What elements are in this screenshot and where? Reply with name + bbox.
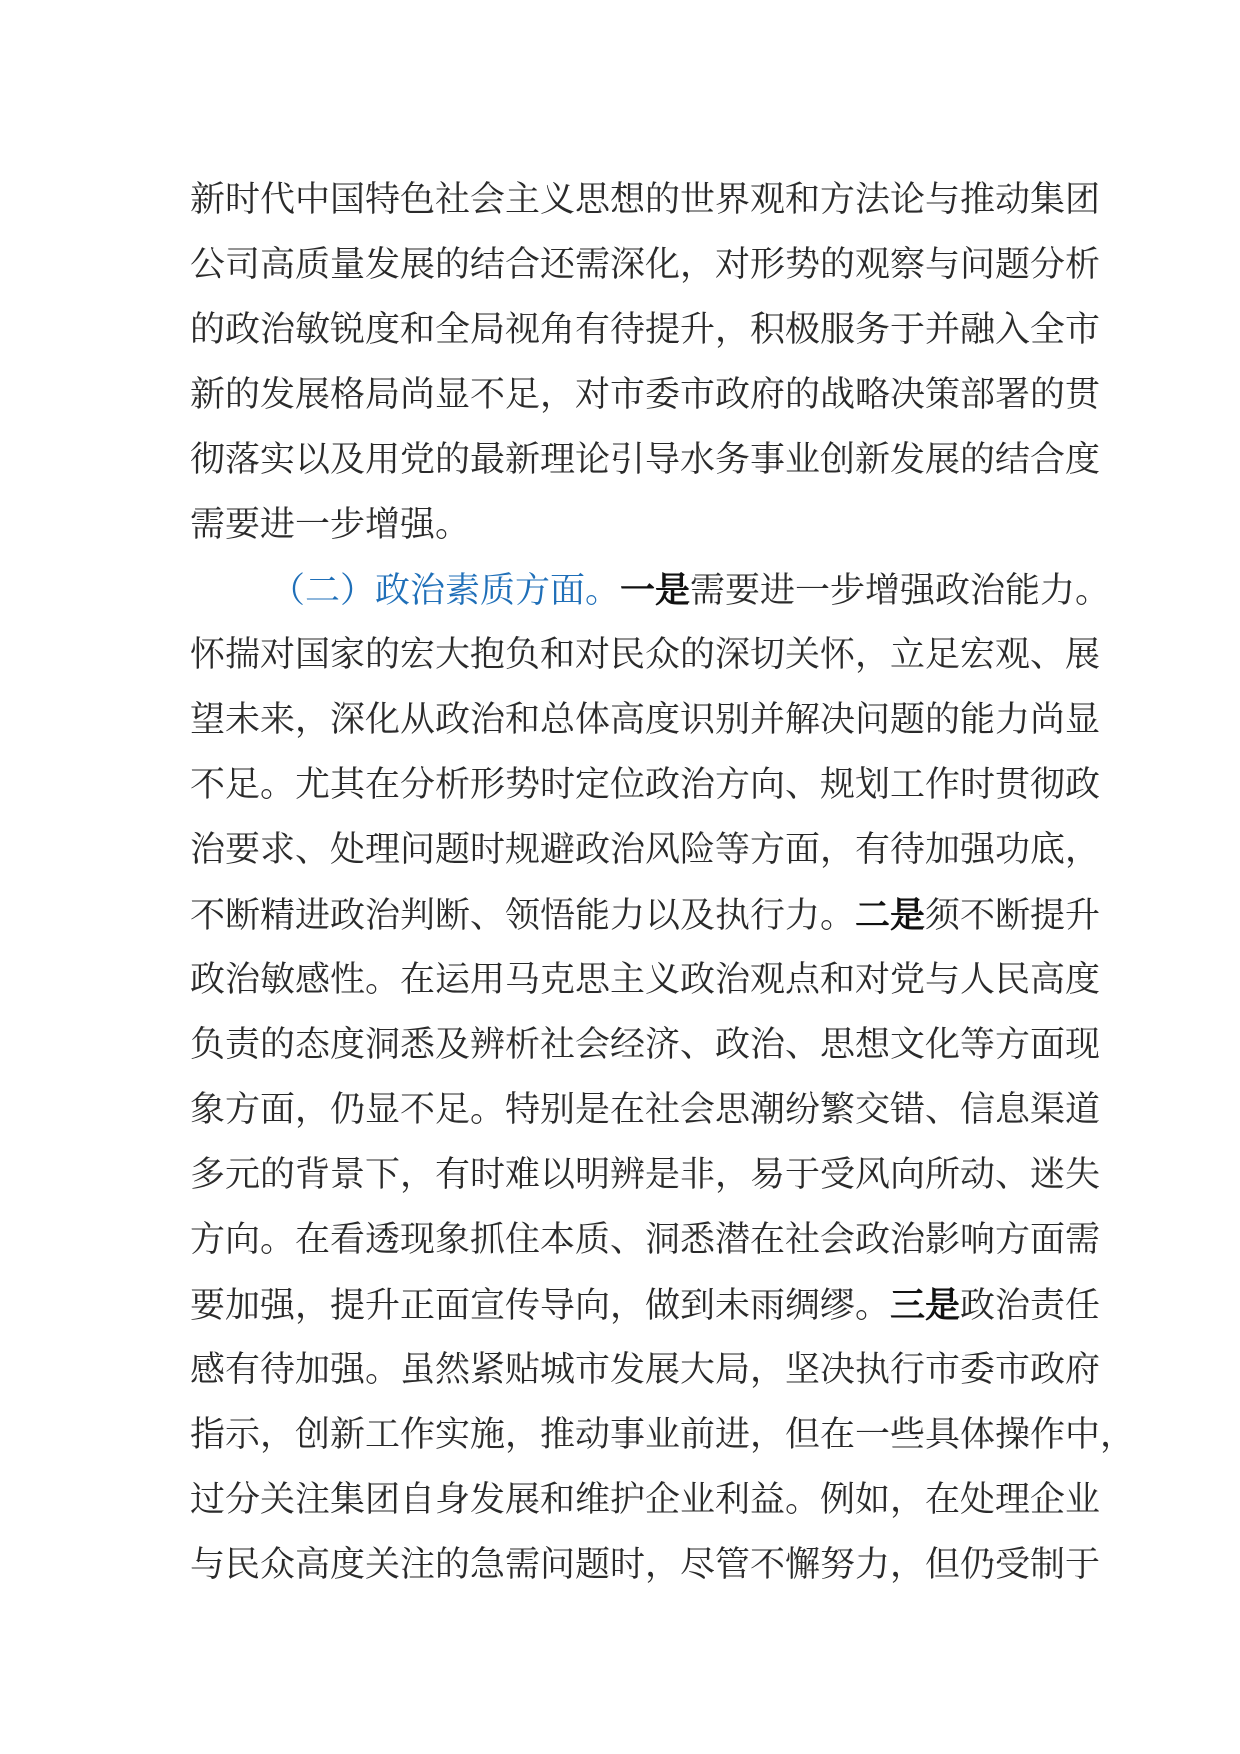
text-segment: 不断精进政治判断、领悟能力以及执行力。 — [190, 896, 856, 936]
text-line: 感有待加强。虽然紧贴城市发展大局，坚决执行市委市政府 — [190, 1350, 1101, 1390]
text-line: 象方面，仍显不足。特别是在社会思潮纷繁交错、信息渠道 — [190, 1090, 1101, 1130]
text-line: 新时代中国特色社会主义思想的世界观和方法论与推动集团 — [190, 180, 1101, 220]
text-segment: 政治责任 — [960, 1286, 1101, 1326]
text-segment: 须不断提升 — [925, 896, 1101, 936]
text-line: 过分关注集团自身发展和维护企业利益。例如，在处理企业 — [190, 1480, 1101, 1520]
text-line: 指示，创新工作实施，推动事业前进，但在一些具体操作中， — [190, 1415, 1136, 1455]
text-line — [190, 883, 1101, 948]
text-line: 不足。尤其在分析形势时定位政治方向、规划工作时贯彻政 — [190, 765, 1101, 805]
point-marker-two: 二是 — [855, 895, 926, 936]
text-line: 的政治敏锐度和全局视角有待提升，积极服务于并融入全市 — [190, 310, 1101, 350]
text-line: 负责的态度洞悉及辨析社会经济、政治、思想文化等方面现 — [190, 1025, 1101, 1065]
text-line: 治要求、处理问题时规避政治风险等方面，有待加强功底， — [190, 830, 1101, 870]
text-line: 多元的背景下，有时难以明辨是非，易于受风向所动、迷失 — [190, 1155, 1101, 1195]
text-line: 怀揣对国家的宏大抱负和对民众的深切关怀，立足宏观、展 — [190, 635, 1101, 675]
text-line: 公司高质量发展的结合还需深化，对形势的观察与问题分析 — [190, 245, 1101, 285]
text-line: 方向。在看透现象抓住本质、洞悉潜在社会政治影响方面需 — [190, 1220, 1101, 1260]
text-line: 需要进一步增强。 — [190, 505, 471, 545]
point-marker-three: 三是 — [890, 1285, 961, 1326]
text-line: 政治敏感性。在运用马克思主义政治观点和对党与人民高度 — [190, 960, 1101, 1000]
text-line — [190, 1273, 1101, 1338]
text-line: 望未来，深化从政治和总体高度识别并解决问题的能力尚显 — [190, 700, 1101, 740]
text-line: 与民众高度关注的急需问题时，尽管不懈努力，但仍受制于 — [190, 1545, 1101, 1585]
text-segment: 要加强，提升正面宣传导向，做到未雨绸缪。 — [190, 1286, 891, 1326]
document-body — [190, 168, 1136, 1598]
section-heading: （二）政治素质方面。 — [270, 571, 621, 611]
text-line: 新的发展格局尚显不足，对市委市政府的战略决策部署的贯 — [190, 375, 1101, 415]
text-segment: 需要进一步增强政治能力。 — [690, 571, 1111, 611]
point-marker-one: 一是 — [620, 570, 691, 611]
text-line: 彻落实以及用党的最新理论引导水务事业创新发展的结合度 — [190, 440, 1101, 480]
section-heading-line — [190, 558, 1111, 623]
